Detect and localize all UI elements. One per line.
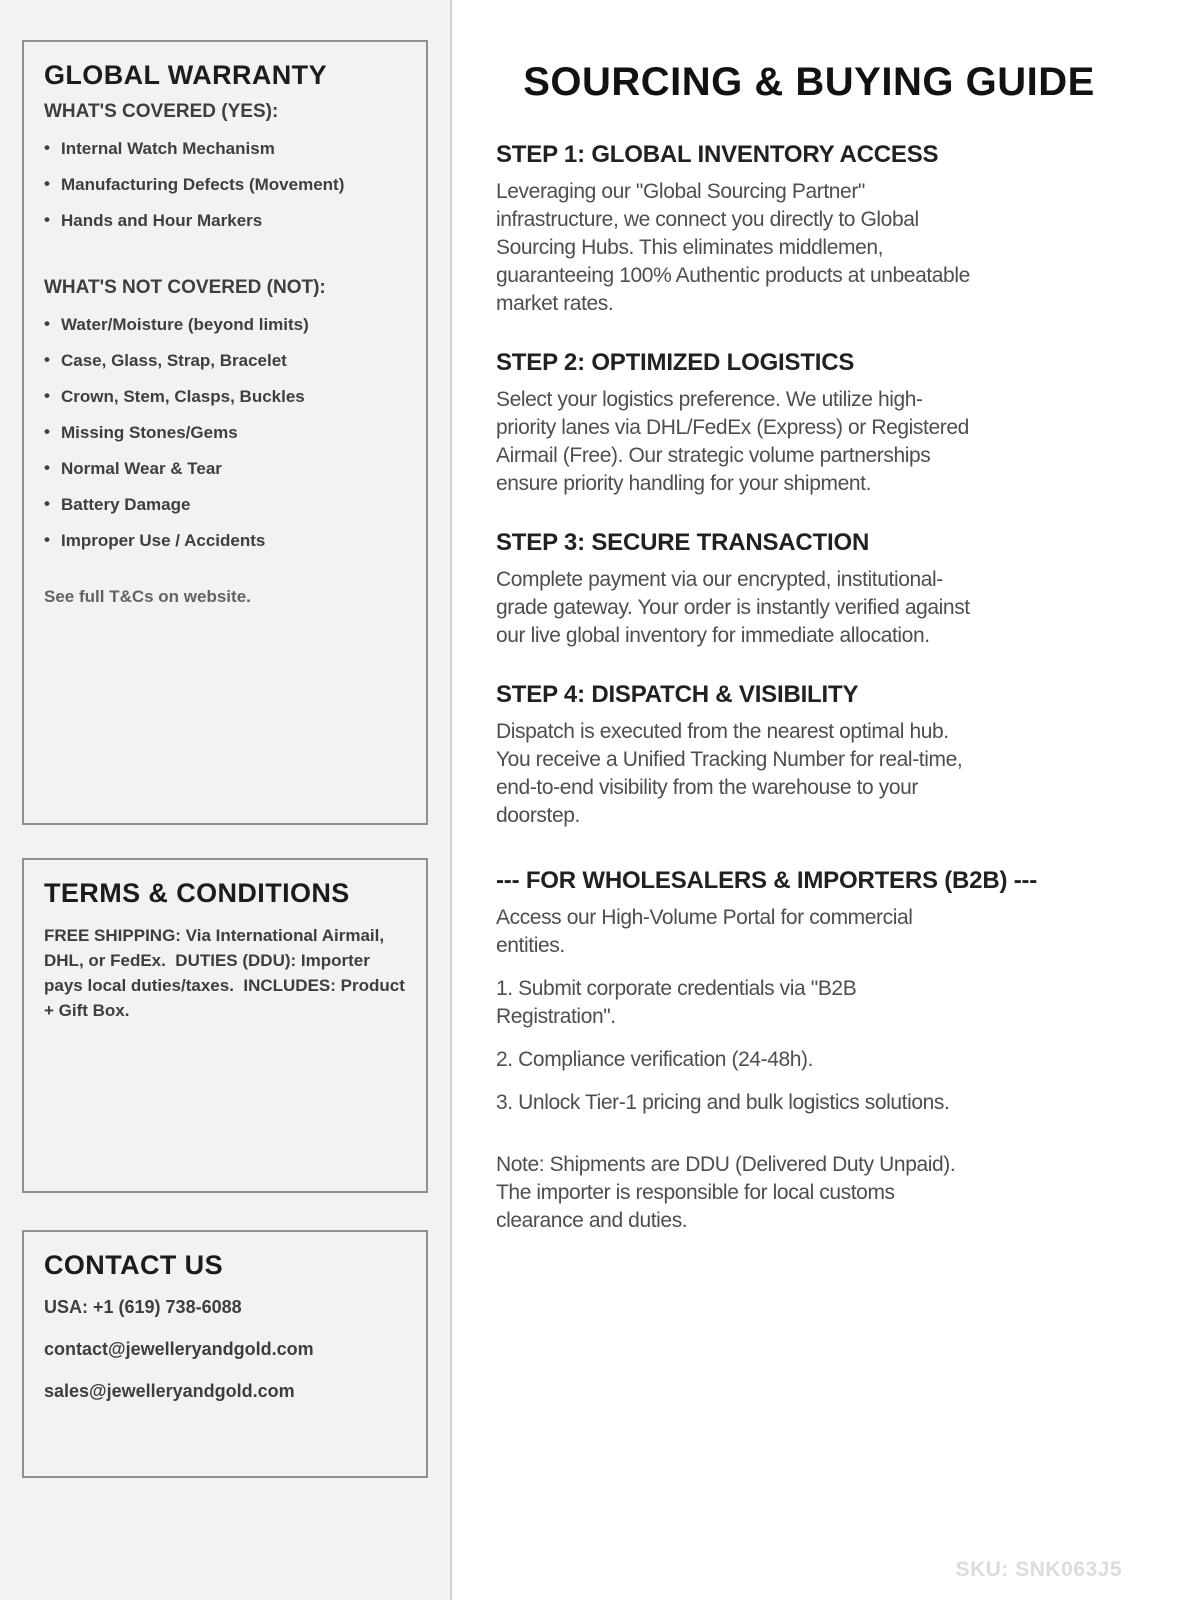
list-item: • Missing Stones/Gems <box>44 423 406 443</box>
step-4-section <box>496 681 1122 830</box>
step-2-body: Select your logistics preference. We utilize high-priority lanes via DHL/FedEx (Express) or Registered Airmail (Free). Our strategic volume partnerships ensure priority handling for your shipment. <box>496 388 969 495</box>
b2b-section <box>496 867 1122 1235</box>
covered-heading: WHAT'S COVERED (YES): <box>44 101 279 122</box>
terms-title: TERMS & CONDITIONS <box>44 878 350 908</box>
step-3-section <box>496 529 1122 650</box>
b2b-item-2: 2. Compliance verification (24-48h). <box>496 1048 814 1071</box>
contact-panel <box>22 1230 428 1478</box>
step-3-body: Complete payment via our encrypted, institutional-grade gateway. Your order is instantly verified against our live global inventory for immediate allocation. <box>496 568 970 647</box>
list-item: • Water/Moisture (beyond limits) <box>44 315 406 335</box>
list-item: • Normal Wear & Tear <box>44 459 406 479</box>
b2b-item-3: 3. Unlock Tier-1 pricing and bulk logistics solutions. <box>496 1091 950 1114</box>
terms-body: FREE SHIPPING: Via International Airmail, DHL, or FedEx. DUTIES (DDU): Importer pays local duties/taxes. INCLUDES: Product + Gift Box. <box>44 926 410 1020</box>
warranty-panel <box>22 40 428 825</box>
warranty-footnote: See full T&Cs on website. <box>44 587 251 606</box>
contact-email: contact@jewelleryandgold.com <box>44 1339 314 1359</box>
list-item: • Case, Glass, Strap, Bracelet <box>44 351 406 371</box>
step-4-body: Dispatch is executed from the nearest optimal hub. You receive a Unified Tracking Number for real-time, end-to-end visibility from the warehouse to your doorstep. <box>496 720 963 827</box>
step-4-heading: STEP 4: DISPATCH & VISIBILITY <box>496 681 859 708</box>
b2b-note: Note: Shipments are DDU (Delivered Duty Unpaid). The importer is responsible for local customs clearance and duties. <box>496 1153 956 1232</box>
guide-title: SOURCING & BUYING GUIDE <box>523 60 1095 104</box>
not-covered-heading: WHAT'S NOT COVERED (NOT): <box>44 277 326 298</box>
list-item: • Manufacturing Defects (Movement) <box>44 175 406 195</box>
b2b-heading: --- FOR WHOLESALERS & IMPORTERS (B2B) --- <box>496 867 1038 894</box>
step-1-body: Leveraging our "Global Sourcing Partner" infrastructure, we connect you directly to Global Sourcing Hubs. This eliminates middlemen, guaranteeing 100% Authentic products at unbeatable market rates. <box>496 180 970 315</box>
list-item: • Battery Damage <box>44 495 406 515</box>
b2b-intro: Access our High-Volume Portal for commercial entities. <box>496 906 913 957</box>
sidebar <box>0 0 452 1600</box>
step-1-heading: STEP 1: GLOBAL INVENTORY ACCESS <box>496 141 939 168</box>
contact-title: CONTACT US <box>44 1250 223 1280</box>
list-item: • Crown, Stem, Clasps, Buckles <box>44 387 406 407</box>
step-1-section <box>496 141 1122 318</box>
step-3-heading: STEP 3: SECURE TRANSACTION <box>496 529 870 556</box>
step-2-section <box>496 349 1122 498</box>
sku-label: SKU: SNK063J5 <box>955 1558 1122 1581</box>
list-item: • Internal Watch Mechanism <box>44 139 406 159</box>
b2b-item-1: 1. Submit corporate credentials via "B2B Registration". <box>496 977 857 1028</box>
main-content <box>452 0 1200 1600</box>
list-item: • Improper Use / Accidents <box>44 531 406 551</box>
step-2-heading: STEP 2: OPTIMIZED LOGISTICS <box>496 349 855 376</box>
not-covered-list <box>44 315 406 551</box>
contact-phone: USA: +1 (619) 738-6088 <box>44 1297 242 1317</box>
list-item: • Hands and Hour Markers <box>44 211 406 231</box>
terms-panel <box>22 858 428 1193</box>
sales-email: sales@jewelleryandgold.com <box>44 1381 295 1401</box>
covered-list <box>44 139 406 231</box>
warranty-title: GLOBAL WARRANTY <box>44 60 327 90</box>
